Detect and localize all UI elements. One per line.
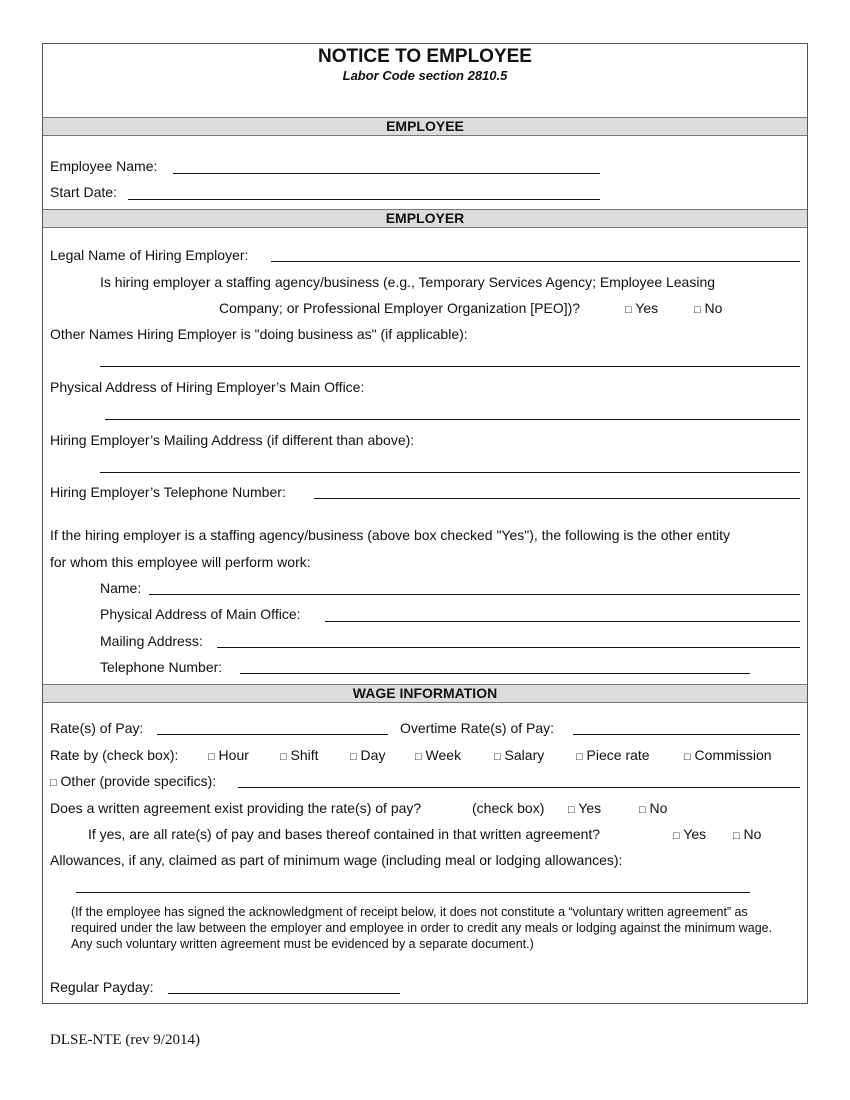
page-subtitle: Labor Code section 2810.5	[342, 68, 508, 83]
entity-physical-label: Physical Address of Main Office:	[100, 606, 301, 622]
checkbox-icon[interactable]: □	[684, 751, 691, 763]
checkbox-icon[interactable]: □	[415, 751, 422, 763]
section-header-wage: WAGE INFORMATION	[43, 684, 807, 703]
rate-option-salary[interactable]: □ Salary	[494, 747, 545, 763]
agreement-check-hint: (check box)	[472, 800, 545, 816]
other-specifics-field[interactable]	[238, 787, 800, 788]
entity-phone-field[interactable]	[240, 673, 750, 674]
other-entity-text-2: for whom this employee will perform work:	[50, 554, 311, 570]
contained-no-option[interactable]: □ No	[733, 826, 762, 842]
voluntary-agreement-note: (If the employee has signed the acknowledgment of receipt below, it does not constitute a “voluntary written agreement” as required under the law between the employer and employee in order to credit any meals or lodging against the minimum wage. Any such voluntary written agreement must be evidenced by a separate document.)	[71, 905, 773, 951]
start-date-field[interactable]	[128, 199, 600, 200]
mailing-address-label: Hiring Employer’s Mailing Address (if different than above):	[50, 432, 415, 448]
rate-option-commission[interactable]: □ Commission	[684, 747, 772, 763]
agreement-no-option[interactable]: □ No	[639, 800, 668, 816]
contained-question: If yes, are all rate(s) of pay and bases thereof contained in that written agreement?	[88, 826, 601, 842]
rates-field[interactable]	[157, 734, 388, 735]
physical-address-label: Physical Address of Hiring Employer’s Main Office:	[50, 379, 365, 395]
checkbox-icon[interactable]: □	[625, 304, 632, 316]
rates-label: Rate(s) of Pay:	[50, 720, 144, 736]
rate-option-shift[interactable]: □ Shift	[280, 747, 319, 763]
agreement-yes-option[interactable]: □ Yes	[568, 800, 602, 816]
payday-label: Regular Payday:	[50, 979, 154, 995]
checkbox-icon[interactable]: □	[694, 304, 701, 316]
page-title: NOTICE TO EMPLOYEE	[318, 46, 532, 67]
employee-name-field[interactable]	[173, 173, 600, 174]
entity-physical-field[interactable]	[325, 621, 800, 622]
employee-name-label: Employee Name:	[50, 158, 158, 174]
rate-option-week[interactable]: □ Week	[415, 747, 462, 763]
checkbox-icon[interactable]: □	[673, 830, 680, 842]
section-header-employee: EMPLOYEE	[43, 117, 807, 136]
entity-name-field[interactable]	[149, 594, 800, 595]
checkbox-icon[interactable]: □	[350, 751, 357, 763]
start-date-label: Start Date:	[50, 184, 117, 200]
contained-yes-option[interactable]: □ Yes	[673, 826, 707, 842]
staffing-no-option[interactable]: □ No	[694, 300, 723, 316]
telephone-label: Hiring Employer’s Telephone Number:	[50, 484, 286, 500]
entity-mailing-field[interactable]	[217, 647, 800, 648]
checkbox-icon[interactable]: □	[280, 751, 287, 763]
agreement-question: Does a written agreement exist providing the rate(s) of pay?	[50, 800, 422, 816]
checkbox-icon[interactable]: □	[733, 830, 740, 842]
checkbox-icon[interactable]: □	[576, 751, 583, 763]
allowances-field[interactable]	[76, 892, 750, 893]
rate-by-label: Rate by (check box):	[50, 747, 179, 763]
telephone-field[interactable]	[314, 498, 800, 499]
form-code: DLSE-NTE (rev 9/2014)	[50, 1032, 200, 1048]
section-header-employer: EMPLOYER	[43, 209, 807, 228]
physical-address-field[interactable]	[105, 419, 800, 420]
rate-option-day[interactable]: □ Day	[350, 747, 386, 763]
allowances-label: Allowances, if any, claimed as part of minimum wage (including meal or lodging allowances):	[50, 852, 623, 868]
rate-option-other[interactable]: □ Other (provide specifics):	[50, 773, 217, 789]
overtime-field[interactable]	[573, 734, 800, 735]
checkbox-icon[interactable]: □	[639, 804, 646, 816]
payday-field[interactable]	[168, 993, 400, 994]
staffing-question-line-2: Company; or Professional Employer Organization [PEO])?	[219, 300, 581, 316]
legal-name-label: Legal Name of Hiring Employer:	[50, 247, 249, 263]
rate-option-piece-rate[interactable]: □ Piece rate	[576, 747, 650, 763]
entity-phone-label: Telephone Number:	[100, 659, 223, 675]
checkbox-icon[interactable]: □	[568, 804, 575, 816]
staffing-yes-option[interactable]: □ Yes	[625, 300, 659, 316]
overtime-label: Overtime Rate(s) of Pay:	[400, 720, 555, 736]
legal-name-field[interactable]	[271, 261, 800, 262]
entity-name-label: Name:	[100, 580, 142, 596]
other-entity-text-1: If the hiring employer is a staffing agency/business (above box checked "Yes"), the following is the other entity	[50, 527, 730, 543]
checkbox-icon[interactable]: □	[494, 751, 501, 763]
checkbox-icon[interactable]: □	[50, 777, 57, 789]
checkbox-icon[interactable]: □	[208, 751, 215, 763]
notice-form	[42, 43, 808, 1004]
dba-field[interactable]	[100, 366, 800, 367]
rate-option-hour[interactable]: □ Hour	[208, 747, 249, 763]
mailing-address-field[interactable]	[100, 472, 800, 473]
staffing-question-line-1: Is hiring employer a staffing agency/business (e.g., Temporary Services Agency; Employee Leasing	[100, 274, 716, 290]
entity-mailing-label: Mailing Address:	[100, 633, 203, 649]
dba-label: Other Names Hiring Employer is "doing business as" (if applicable):	[50, 326, 468, 342]
